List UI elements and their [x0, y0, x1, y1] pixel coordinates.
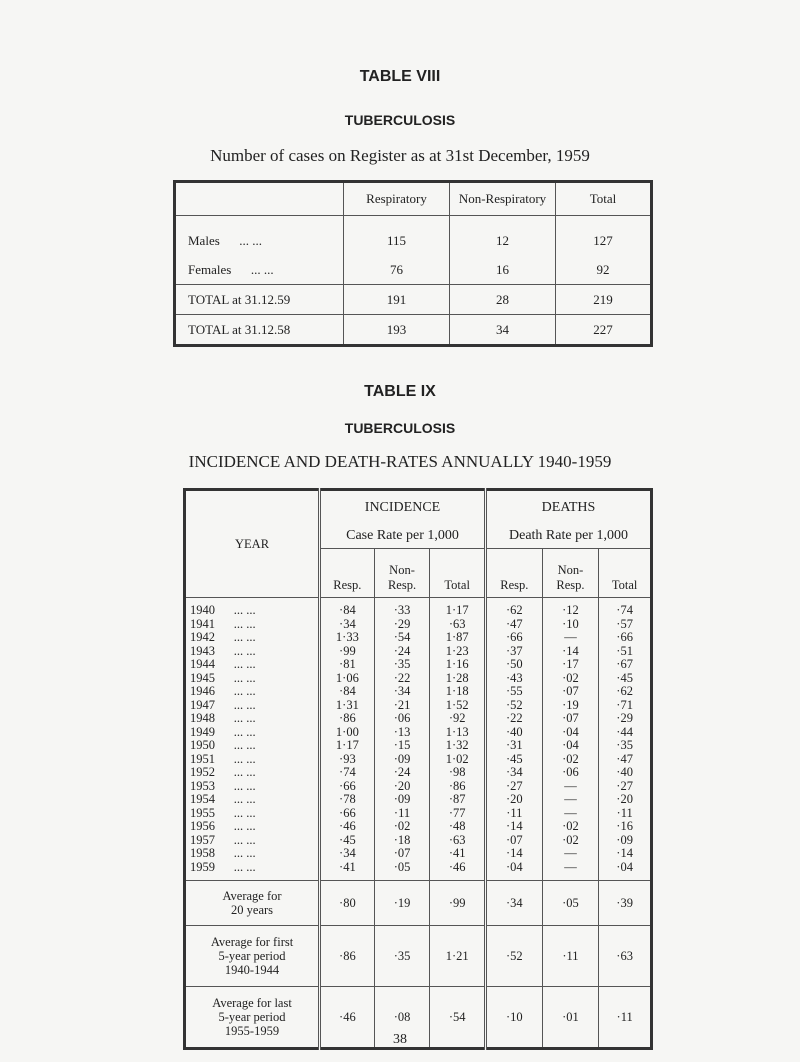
- year-cell: 1949 ... ...: [185, 726, 320, 740]
- table-row: [185, 726, 652, 740]
- table-cell: ·99: [320, 645, 375, 659]
- table-cell: ·74: [320, 766, 375, 780]
- table-cell: ·93: [320, 753, 375, 767]
- table-cell: ·66: [320, 780, 375, 794]
- year-cell: 1941 ... ...: [185, 618, 320, 632]
- year-cell: 1942 ... ...: [185, 631, 320, 645]
- table-cell: ·15: [374, 739, 430, 753]
- table-cell: ·46: [430, 861, 486, 881]
- table-viii-caption: Number of cases on Register as at 31st December, 1959: [210, 146, 590, 165]
- table-cell: ·19: [374, 881, 430, 926]
- year-cell: 1950 ... ...: [185, 739, 320, 753]
- table-cell: ·34: [374, 685, 430, 699]
- table-cell: ·62: [485, 598, 542, 618]
- average-label: Average for 20 years: [185, 881, 320, 926]
- table-cell: ·66: [485, 631, 542, 645]
- table-cell: ·02: [542, 820, 599, 834]
- table-cell: ·71: [599, 699, 652, 713]
- table-cell: ·08: [374, 987, 430, 1049]
- table-cell: ·35: [374, 926, 430, 987]
- case-rate-header: Case Rate per 1,000: [320, 524, 486, 549]
- table-cell: ·10: [542, 618, 599, 632]
- table-cell: ·39: [599, 881, 652, 926]
- year-cell: 1958 ... ...: [185, 847, 320, 861]
- table-row: [185, 780, 652, 794]
- table-cell: ·11: [599, 807, 652, 821]
- table-cell: ·20: [485, 793, 542, 807]
- table-cell: ·86: [430, 780, 486, 794]
- table-row: [185, 847, 652, 861]
- table-cell: ·14: [485, 820, 542, 834]
- table-cell: 1·06: [320, 672, 375, 686]
- table-cell: ·07: [485, 834, 542, 848]
- average-row: [185, 926, 652, 987]
- table-row: [185, 658, 652, 672]
- year-cell: 1955 ... ...: [185, 807, 320, 821]
- table-cell: 76: [344, 255, 450, 285]
- table-cell: ·66: [320, 807, 375, 821]
- year-cell: 1946 ... ...: [185, 685, 320, 699]
- table-cell: ·04: [542, 726, 599, 740]
- table-ix-title: TABLE IX: [364, 383, 436, 400]
- table-cell: ·67: [599, 658, 652, 672]
- year-cell: 1944 ... ...: [185, 658, 320, 672]
- table-cell: ·33: [374, 598, 430, 618]
- year-cell: 1952 ... ...: [185, 766, 320, 780]
- table-cell: ·34: [485, 766, 542, 780]
- column-header-total: Total: [599, 549, 652, 598]
- table-cell: ·86: [320, 926, 375, 987]
- year-cell: 1948 ... ...: [185, 712, 320, 726]
- table-header-row: [175, 182, 652, 216]
- table-cell: ·05: [374, 861, 430, 881]
- group-header-row: [185, 490, 652, 525]
- year-cell: 1957 ... ...: [185, 834, 320, 848]
- table-viii-subtitle: TUBERCULOSIS: [344, 112, 456, 128]
- table-row: [185, 712, 652, 726]
- table-cell: 28: [450, 285, 556, 315]
- year-header: YEAR: [185, 490, 320, 598]
- table-cell: ·35: [374, 658, 430, 672]
- table-ix-caption: INCIDENCE AND DEATH-RATES ANNUALLY 1940-1959: [188, 452, 612, 471]
- table-row: [185, 753, 652, 767]
- table-cell: ·63: [430, 618, 486, 632]
- table-cell: 1·00: [320, 726, 375, 740]
- deaths-header: DEATHS: [485, 490, 651, 525]
- table-cell: ·34: [485, 881, 542, 926]
- table-cell: ·11: [374, 807, 430, 821]
- table-cell: 1·31: [320, 699, 375, 713]
- table-cell: 1·16: [430, 658, 486, 672]
- table-cell: 1·13: [430, 726, 486, 740]
- table-row: [185, 766, 652, 780]
- year-cell: 1956 ... ...: [185, 820, 320, 834]
- table-cell: ·84: [320, 685, 375, 699]
- table-cell: ·54: [430, 987, 486, 1049]
- table-cell: 127: [556, 216, 652, 256]
- table-cell: ·43: [485, 672, 542, 686]
- table-cell: 1·32: [430, 739, 486, 753]
- table-cell: ·40: [599, 766, 652, 780]
- table-cell: ·16: [599, 820, 652, 834]
- table-row: [185, 699, 652, 713]
- table-cell: ·44: [599, 726, 652, 740]
- table-cell: ·13: [374, 726, 430, 740]
- table-cell: 191: [344, 285, 450, 315]
- table-row: [185, 739, 652, 753]
- table-cell: ·06: [374, 712, 430, 726]
- table-cell: 1·18: [430, 685, 486, 699]
- table-cell: ·34: [320, 847, 375, 861]
- table-row: [185, 820, 652, 834]
- table-cell: ·11: [542, 926, 599, 987]
- table-cell: 92: [556, 255, 652, 285]
- table-cell: ·04: [485, 861, 542, 881]
- table-cell: ·34: [320, 618, 375, 632]
- table-cell: ·04: [599, 861, 652, 881]
- table-cell: ·80: [320, 881, 375, 926]
- table-cell: ·86: [320, 712, 375, 726]
- table-cell: ·14: [485, 847, 542, 861]
- average-label: Average for last 5-year period 1955-1959: [185, 987, 320, 1049]
- table-cell: ·41: [320, 861, 375, 881]
- row-label: TOTAL at 31.12.59: [175, 285, 344, 315]
- table-ix-subtitle: TUBERCULOSIS: [344, 420, 456, 436]
- table-cell: ·01: [542, 987, 599, 1049]
- column-header: Non-Respiratory: [450, 182, 556, 216]
- table-row: [185, 645, 652, 659]
- table-cell: ·02: [374, 820, 430, 834]
- table-cell: 1·23: [430, 645, 486, 659]
- table-cell: ·74: [599, 598, 652, 618]
- table-cell: ·22: [485, 712, 542, 726]
- table-cell: ·09: [374, 753, 430, 767]
- table-row: [175, 255, 652, 285]
- column-header-nonresp: Non- Resp.: [542, 549, 599, 598]
- table-cell: ·07: [542, 685, 599, 699]
- row-label: Females ... ...: [175, 255, 344, 285]
- table-cell: ·09: [599, 834, 652, 848]
- year-cell: 1953 ... ...: [185, 780, 320, 794]
- table-cell: ·40: [485, 726, 542, 740]
- table-cell: 34: [450, 315, 556, 346]
- table-cell: ·12: [542, 598, 599, 618]
- table-cell: ·46: [320, 820, 375, 834]
- table-row: [175, 285, 652, 315]
- table-cell: ·99: [430, 881, 486, 926]
- table-cell: ·14: [599, 847, 652, 861]
- incidence-header: INCIDENCE: [320, 490, 486, 525]
- table-viii-title: TABLE VIII: [359, 68, 441, 85]
- table-cell: ·05: [542, 881, 599, 926]
- table-cell: ·06: [542, 766, 599, 780]
- table-cell: 1·17: [430, 598, 486, 618]
- table-cell: 115: [344, 216, 450, 256]
- year-cell: 1943 ... ...: [185, 645, 320, 659]
- blank-header-cell: [175, 182, 344, 216]
- year-cell: 1951 ... ...: [185, 753, 320, 767]
- table-cell: 12: [450, 216, 556, 256]
- table-cell: ·04: [542, 739, 599, 753]
- table-cell: ·19: [542, 699, 599, 713]
- row-label: Males ... ...: [175, 216, 344, 256]
- table-cell: ·22: [374, 672, 430, 686]
- table-cell: —: [542, 780, 599, 794]
- table-cell: 1·17: [320, 739, 375, 753]
- year-cell: 1954 ... ...: [185, 793, 320, 807]
- table-cell: ·27: [485, 780, 542, 794]
- table-cell: ·29: [374, 618, 430, 632]
- column-header: Respiratory: [344, 182, 450, 216]
- table-viii: [173, 180, 653, 347]
- table-cell: ·07: [374, 847, 430, 861]
- table-cell: ·52: [485, 699, 542, 713]
- table-ix: [183, 488, 653, 1050]
- table-cell: ·17: [542, 658, 599, 672]
- table-cell: ·77: [430, 807, 486, 821]
- column-header: Total: [556, 182, 652, 216]
- table-cell: ·63: [430, 834, 486, 848]
- table-row: [175, 216, 652, 256]
- table-cell: —: [542, 847, 599, 861]
- table-cell: ·78: [320, 793, 375, 807]
- table-cell: ·21: [374, 699, 430, 713]
- table-cell: ·84: [320, 598, 375, 618]
- table-cell: ·81: [320, 658, 375, 672]
- death-rate-header: Death Rate per 1,000: [485, 524, 651, 549]
- table-cell: 193: [344, 315, 450, 346]
- table-cell: ·14: [542, 645, 599, 659]
- table-cell: 1·28: [430, 672, 486, 686]
- table-cell: —: [542, 793, 599, 807]
- table-cell: —: [542, 807, 599, 821]
- table-cell: ·20: [599, 793, 652, 807]
- table-cell: ·63: [599, 926, 652, 987]
- average-row: [185, 881, 652, 926]
- year-cell: 1959 ... ...: [185, 861, 320, 881]
- table-cell: ·02: [542, 753, 599, 767]
- table-cell: ·37: [485, 645, 542, 659]
- table-cell: 16: [450, 255, 556, 285]
- table-cell: ·98: [430, 766, 486, 780]
- table-cell: ·57: [599, 618, 652, 632]
- table-cell: 1·33: [320, 631, 375, 645]
- table-cell: 1·21: [430, 926, 486, 987]
- table-cell: ·66: [599, 631, 652, 645]
- table-cell: ·18: [374, 834, 430, 848]
- table-cell: —: [542, 631, 599, 645]
- table-cell: ·47: [485, 618, 542, 632]
- table-cell: ·07: [542, 712, 599, 726]
- table-cell: ·24: [374, 645, 430, 659]
- table-cell: ·20: [374, 780, 430, 794]
- table-row: [185, 618, 652, 632]
- table-cell: —: [542, 861, 599, 881]
- table-cell: ·11: [599, 987, 652, 1049]
- table-cell: ·87: [430, 793, 486, 807]
- table-cell: ·45: [485, 753, 542, 767]
- page-number: 38: [393, 1032, 407, 1047]
- table-cell: ·45: [320, 834, 375, 848]
- column-header-resp: Resp.: [320, 549, 375, 598]
- column-header-total: Total: [430, 549, 486, 598]
- table-row: [185, 807, 652, 821]
- table-cell: 1·87: [430, 631, 486, 645]
- table-cell: ·27: [599, 780, 652, 794]
- table-cell: ·09: [374, 793, 430, 807]
- table-cell: ·62: [599, 685, 652, 699]
- table-cell: ·10: [485, 987, 542, 1049]
- table-cell: 219: [556, 285, 652, 315]
- table-cell: ·55: [485, 685, 542, 699]
- table-cell: ·47: [599, 753, 652, 767]
- table-cell: ·02: [542, 834, 599, 848]
- table-cell: 1·52: [430, 699, 486, 713]
- table-row: [185, 631, 652, 645]
- table-cell: ·35: [599, 739, 652, 753]
- column-header-nonresp: Non- Resp.: [374, 549, 430, 598]
- table-cell: ·11: [485, 807, 542, 821]
- table-ix-body: [185, 598, 652, 1049]
- table-row: [185, 685, 652, 699]
- year-cell: 1947 ... ...: [185, 699, 320, 713]
- table-cell: ·45: [599, 672, 652, 686]
- table-cell: 227: [556, 315, 652, 346]
- table-cell: 1·02: [430, 753, 486, 767]
- table-cell: ·29: [599, 712, 652, 726]
- table-row: [185, 861, 652, 881]
- table-row: [185, 672, 652, 686]
- table-row: [185, 793, 652, 807]
- table-cell: ·24: [374, 766, 430, 780]
- table-cell: ·41: [430, 847, 486, 861]
- table-cell: ·51: [599, 645, 652, 659]
- column-header-resp: Resp.: [485, 549, 542, 598]
- year-cell: 1945 ... ...: [185, 672, 320, 686]
- table-cell: ·48: [430, 820, 486, 834]
- table-cell: ·52: [485, 926, 542, 987]
- table-cell: ·02: [542, 672, 599, 686]
- table-cell: ·50: [485, 658, 542, 672]
- average-label: Average for first 5-year period 1940-1944: [185, 926, 320, 987]
- table-row: [185, 834, 652, 848]
- table-cell: ·31: [485, 739, 542, 753]
- table-cell: ·92: [430, 712, 486, 726]
- table-row: [185, 598, 652, 618]
- table-cell: ·54: [374, 631, 430, 645]
- row-label: TOTAL at 31.12.58: [175, 315, 344, 346]
- table-row: [175, 315, 652, 346]
- table-cell: ·46: [320, 987, 375, 1049]
- year-cell: 1940 ... ...: [185, 598, 320, 618]
